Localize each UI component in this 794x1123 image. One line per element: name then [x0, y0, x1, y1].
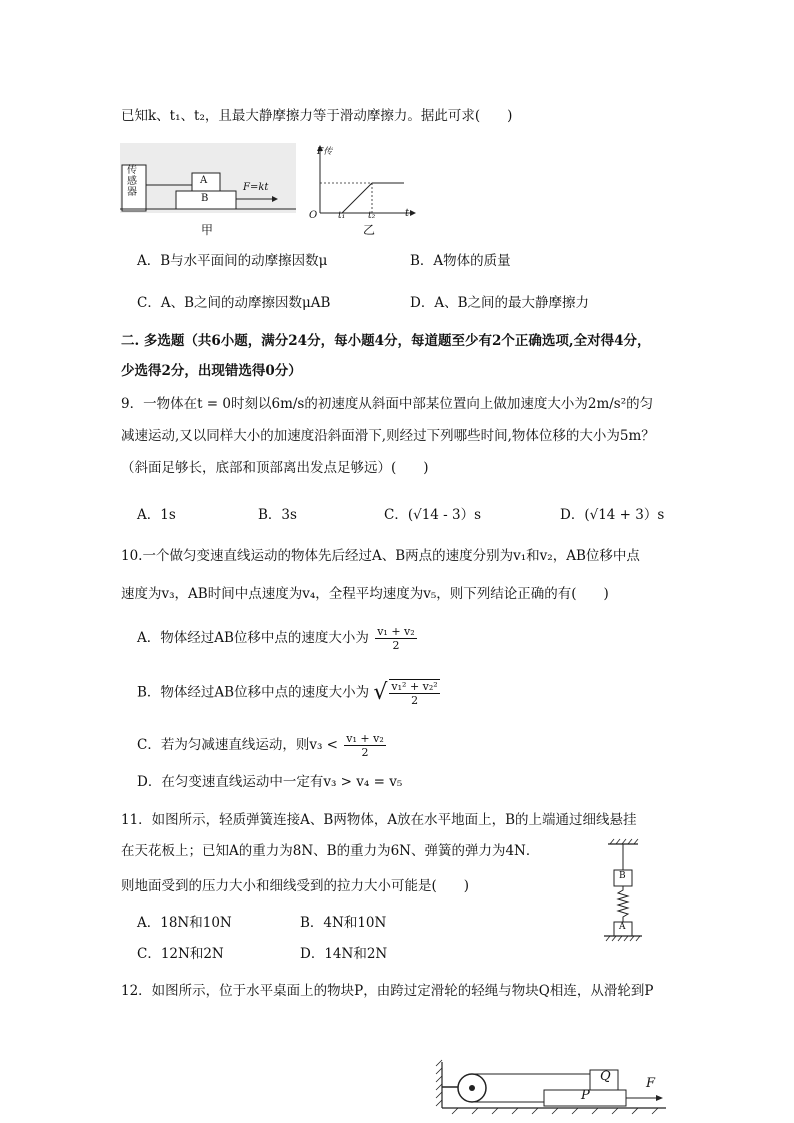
q11-line2: 在天花板上；已知A的重力为8N、B的重力为6N、弹簧的弹力为4N． [121, 843, 540, 859]
q11-option-a: A．18N和10N [137, 915, 232, 931]
force-label: F=kt [243, 182, 269, 193]
q10-option-b [137, 679, 442, 707]
pulley-figure-f: F [646, 1076, 656, 1091]
section2-heading-line1: 二. 多选题（共6小题，满分24分，每小题4分，每道题至少有2个正确选项,全对得4分， [121, 333, 651, 349]
sensor-label: 传感器 [127, 165, 137, 198]
block-a-label: A [200, 175, 208, 186]
caption-yi: 乙 [363, 223, 376, 237]
pulley-figure-p: P [581, 1088, 590, 1103]
q10-option-a-text: A．物体经过AB位移中点的速度大小为 [137, 630, 369, 646]
q8-option-d: D．A、B之间的最大静摩擦力 [410, 295, 589, 311]
q10-option-c-text: C．若为匀减速直线运动，则v₃ < [137, 737, 338, 753]
block-b-label: B [201, 193, 209, 204]
q9-line1: 9．一物体在t = 0时刻以6m/s的初速度从斜面中部某位置向上做加速度大小为2m/s²的匀 [121, 396, 654, 412]
q9-line2: 减速运动,又以同样大小的加速度沿斜面滑下,则经过下列哪些时间,物体位移的大小为5m？ [121, 428, 655, 444]
q10-option-c-denominator: 2 [361, 746, 369, 759]
q10-option-b-numerator: v₁² + v₂² [391, 680, 438, 693]
q10-line2: 速度为v₃，AB时间中点速度为v₄，全程平均速度为v₅，则下列结论正确的有( ) [121, 586, 609, 602]
q8-option-a: A．B与水平面间的动摩擦因数μ [137, 253, 328, 269]
q9-line3: （斜面足够长，底部和顶部离出发点足够远）( ) [121, 460, 429, 476]
q10-option-a-numerator: v₁ + v₂ [377, 625, 415, 638]
pulley-figure-q: Q [600, 1069, 611, 1084]
q10-option-b-denominator: 2 [411, 694, 419, 707]
spring-figure-block-b: B [619, 871, 626, 881]
q10-option-a-denominator: 2 [392, 639, 400, 652]
q10-option-c-numerator: v₁ + v₂ [346, 732, 384, 745]
sqrt-icon: √ [373, 680, 388, 705]
q10-option-b-text: B．物体经过AB位移中点的速度大小为 [137, 684, 370, 701]
q9-option-b: B．3s [258, 507, 297, 523]
q9-option-c: C．(√14 - 3）s [384, 507, 482, 523]
q10-option-b-fraction [389, 679, 439, 707]
q10-option-d: D．在匀变速直线运动中一定有v₃ > v₄ = v₅ [137, 774, 403, 790]
origin-label: O [309, 210, 318, 221]
t2-label: t₂ [368, 211, 376, 221]
t-label: t [405, 208, 410, 219]
y-axis-label: F传 [317, 147, 333, 157]
q10-option-a-fraction [375, 625, 416, 652]
section2-heading-line2: 少选得2分，出现错选得0分） [121, 363, 302, 379]
q11-option-d: D．14N和2N [300, 946, 388, 962]
q10-option-c-fraction [344, 732, 385, 759]
q11-option-c: C．12N和2N [137, 946, 224, 962]
q9-option-d: D．(√14 + 3）s [560, 507, 665, 523]
q10-line1: 10.一个做匀变速直线运动的物体先后经过A、B两点的速度分别为v₁和v₂，AB位移中点 [121, 548, 640, 564]
q10-option-a [137, 625, 419, 652]
q12-line1: 12．如图所示，位于水平桌面上的物块P，由跨过定滑轮的轻绳与物块Q相连，从滑轮到P [121, 983, 654, 999]
q8-option-b: B．A物体的质量 [410, 253, 511, 269]
t1-label: t₁ [338, 211, 346, 221]
q11-line1: 11．如图所示，轻质弹簧连接A、B两物体，A放在水平地面上，B的上端通过细线悬挂 [121, 812, 637, 828]
caption-jia: 甲 [201, 223, 214, 237]
q11-line3: 则地面受到的压力大小和细线受到的拉力大小可能是( ) [121, 878, 470, 894]
q9-option-a: A．1s [137, 507, 176, 523]
q10-option-c [137, 732, 388, 759]
q8-stem: 已知k、t₁、t₂，且最大静摩擦力等于滑动摩擦力。据此可求( ) [121, 108, 513, 124]
pulley-figure [432, 1058, 672, 1123]
q8-option-c: C．A、B之间的动摩擦因数μAB [137, 295, 331, 311]
spring-figure-block-a: A [619, 922, 626, 932]
q11-option-b: B．4N和10N [300, 915, 387, 931]
